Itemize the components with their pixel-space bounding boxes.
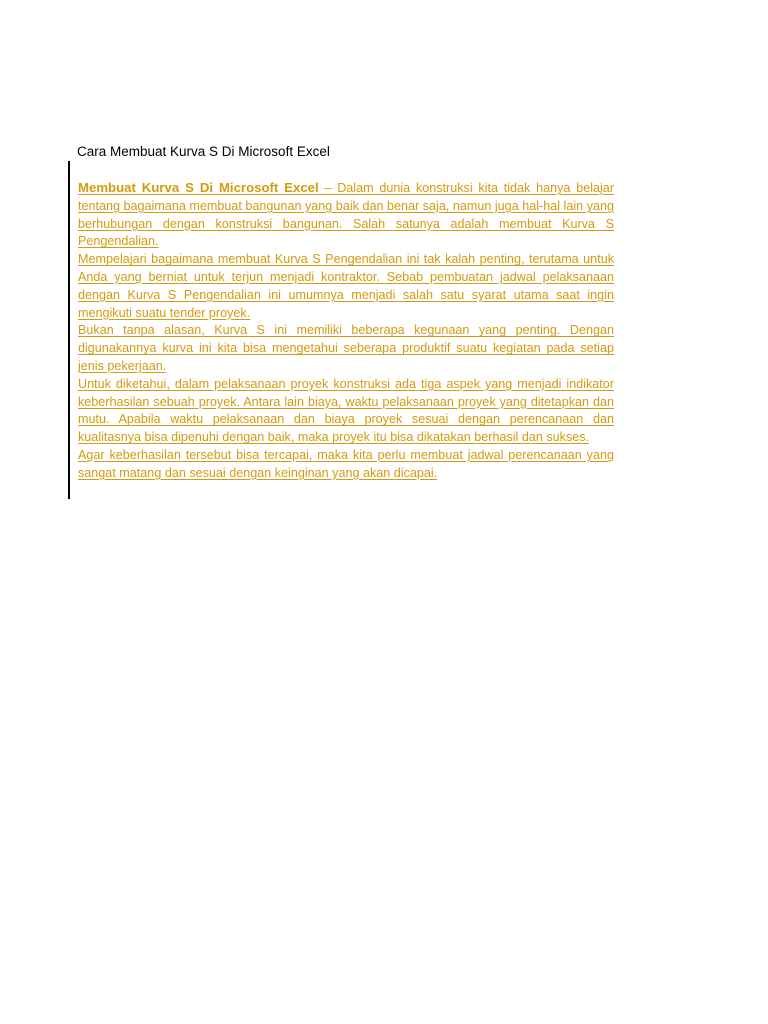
paragraph-3: Bukan tanpa alasan, Kurva S ini memiliki beberapa kegunaan yang penting. Dengan digunakannya kurva ini kita bisa mengetahui seberapa produktif suatu kegiatan pada setiap jenis pekerjaan. bbox=[78, 323, 614, 373]
paragraph-4: Untuk diketahui, dalam pelaksanaan proyek konstruksi ada tiga aspek yang menjadi indikator keberhasilan sebuah proyek. Antara lain biaya, waktu pelaksanaan proyek yang ditetapkan dan mutu. Apabila waktu pelaksanaan dan biaya proyek sesuai dengan perencanaan dan kualitasnya bisa dipenuhi dengan baik, maka proyek itu bisa dikatakan berhasil dan sukses. bbox=[78, 376, 614, 445]
lead-title-link[interactable]: Membuat Kurva S Di Microsoft Excel bbox=[78, 180, 319, 195]
page-title: Cara Membuat Kurva S Di Microsoft Excel bbox=[77, 144, 330, 159]
paragraph-intro-text: – Dalam dunia konstruksi kita tidak hanya belajar tentang bagaimana membuat bangunan yang baik dan benar saja, namun juga hal-hal lain yang berhubungan dengan konstruksi bangunan. Salah satunya adalah membuat Kurva S Pengendalian. bbox=[78, 181, 614, 249]
paragraph-intro bbox=[78, 179, 614, 251]
paragraph-5: Agar keberhasilan tersebut bisa tercapai, maka kita perlu membuat jadwal perencanaan yang sangat matang dan sesuai dengan keinginan yang akan dicapai. bbox=[78, 447, 614, 480]
revision-change-bar bbox=[68, 161, 70, 499]
article-body bbox=[78, 179, 614, 483]
paragraph-2: Mempelajari bagaimana membuat Kurva S Pengendalian ini tak kalah penting, terutama untuk Anda yang berniat untuk terjun menjadi kontraktor. Sebab pembuatan jadwal pelaksanaan dengan Kurva S Pengendalian ini umumnya menjadi salah satu syarat utama saat ingin mengikuti suatu tender proyek. bbox=[78, 252, 614, 320]
